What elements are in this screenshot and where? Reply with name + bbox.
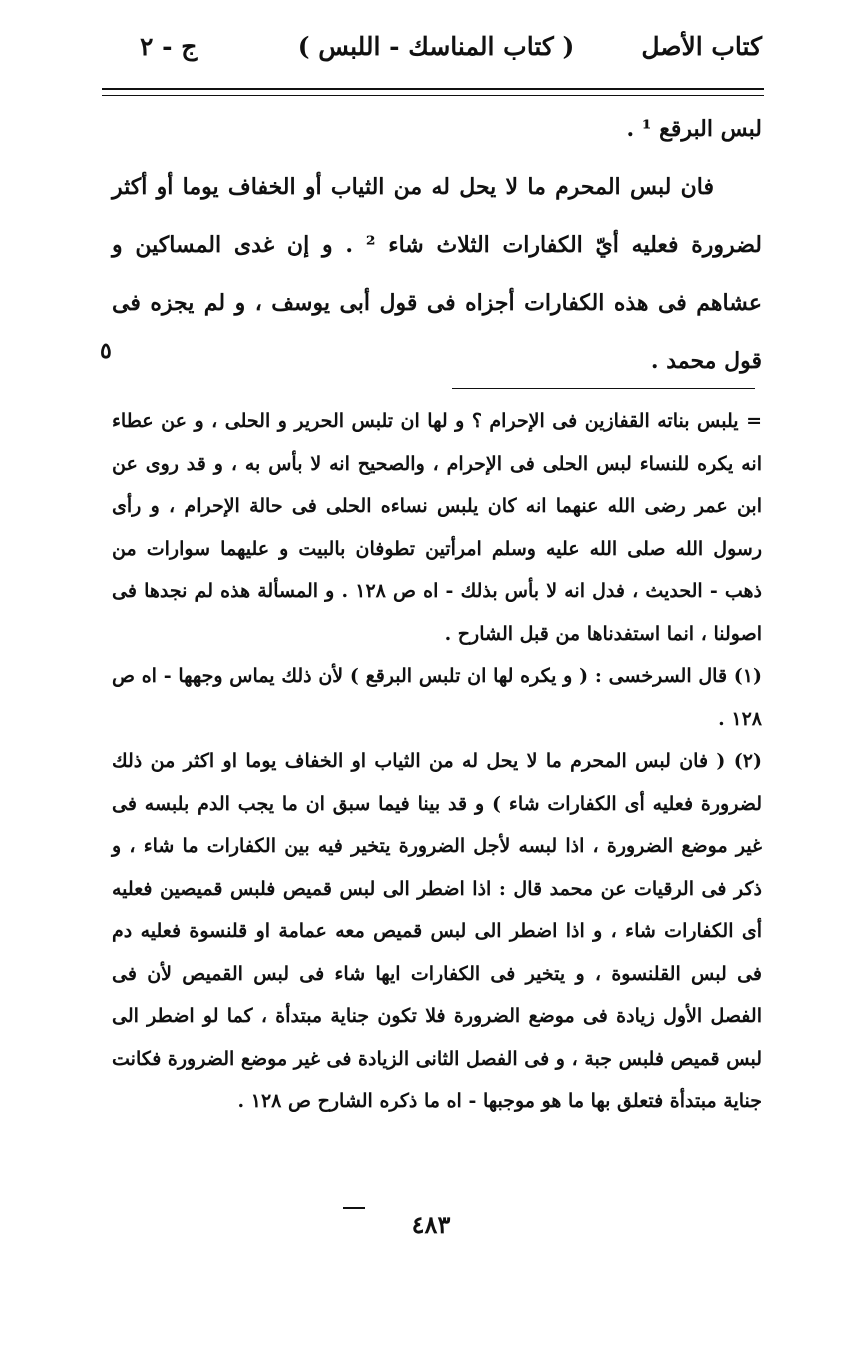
book-title: كتاب الأصل (641, 32, 762, 61)
footnote-2: (٢) ( فان لبس المحرم ما لا يحل له من الثياب او الخفاف يوما او اكثر من ذلك لضرورة فعليه أى الكفارات شاء ) و قد بينا فيما سبق ان ما يجب الدم بلبسه فى غير موضع الضرورة ، اذا لبسه لأجل الضرورة يتخير فيه بين الكفارات ما شاء ، و ذكر فى الرقيات عن محمد قال : اذا اضطر الى لبس قميص فلبس قميصين فعليه أى الكفارات شاء ، و اذا اضطر الى لبس قميص معه عمامة او قلنسوة فعليه دم فى لبس القلنسوة ، و يتخير فى الكفارات ايها شاء فى لبس القميص لأن فى الفصل الأول زيادة فى موضع الضرورة فلا تكون جناية مبتدأة ، كما لو اضطر الى لبس قميص فلبس جبة ، و فى الفصل الثانى الزيادة فى غير موضع الضرورة فكانت جناية مبتدأة فتعلق بها ما هو موجبها - اه ما ذكره الشارح ص ١٢٨ . (112, 750, 762, 1112)
volume-label: ج - ٢ (140, 32, 198, 61)
section-title: ( كتاب المناسك - اللبس ) (297, 32, 575, 61)
footnote-1: (١) قال السرخسى : ( و يكره لها ان تلبس البرقع ) لأن ذلك يماس وجهها - اه ص ١٢٨ . (112, 665, 762, 730)
running-header (110, 28, 762, 76)
end-dash (343, 1207, 365, 1209)
opening-line: لبس البرقع ¹ . (626, 116, 762, 142)
line-number: ٥ (100, 338, 112, 364)
footnotes (112, 400, 762, 1123)
main-paragraph: فان لبس المحرم ما لا يحل له من الثياب أو الخفاف يوما أو أكثر لضرورة فعليه أيّ الكفارات الثلاث شاء ² . و إن غدى المساكين و عشاهم فى هذه الكفارات أجزاه فى قول أبى يوسف ، و لم يجزه فى قول محمد . (112, 174, 762, 374)
main-text (112, 100, 762, 390)
footnote-continuation: = يلبس بناته القفازين فى الإحرام ؟ و لها ان تلبس الحرير و الحلى ، و عن عطاء انه يكره للنساء لبس الحلى فى الإحرام ، والصحيح انه لا بأس به ، و قد روى عن ابن عمر رضى الله عنهما انه كان يلبس نساءه الحلى فى حالة الإحرام ، و رأى رسول الله صلى الله عليه وسلم امرأتين تطوفان بالبيت و عليهما سوارات من ذهب - الحديث ، فدل انه لا بأس بذلك - اه ص ١٢٨ . و المسألة هذه لم نجدها فى اصولنا ، انما استفدناها من قبل الشارح . (112, 410, 763, 645)
header-rule (102, 88, 764, 96)
footnote-separator (452, 388, 755, 389)
page-number: ٤٨٣ (411, 1210, 451, 1239)
